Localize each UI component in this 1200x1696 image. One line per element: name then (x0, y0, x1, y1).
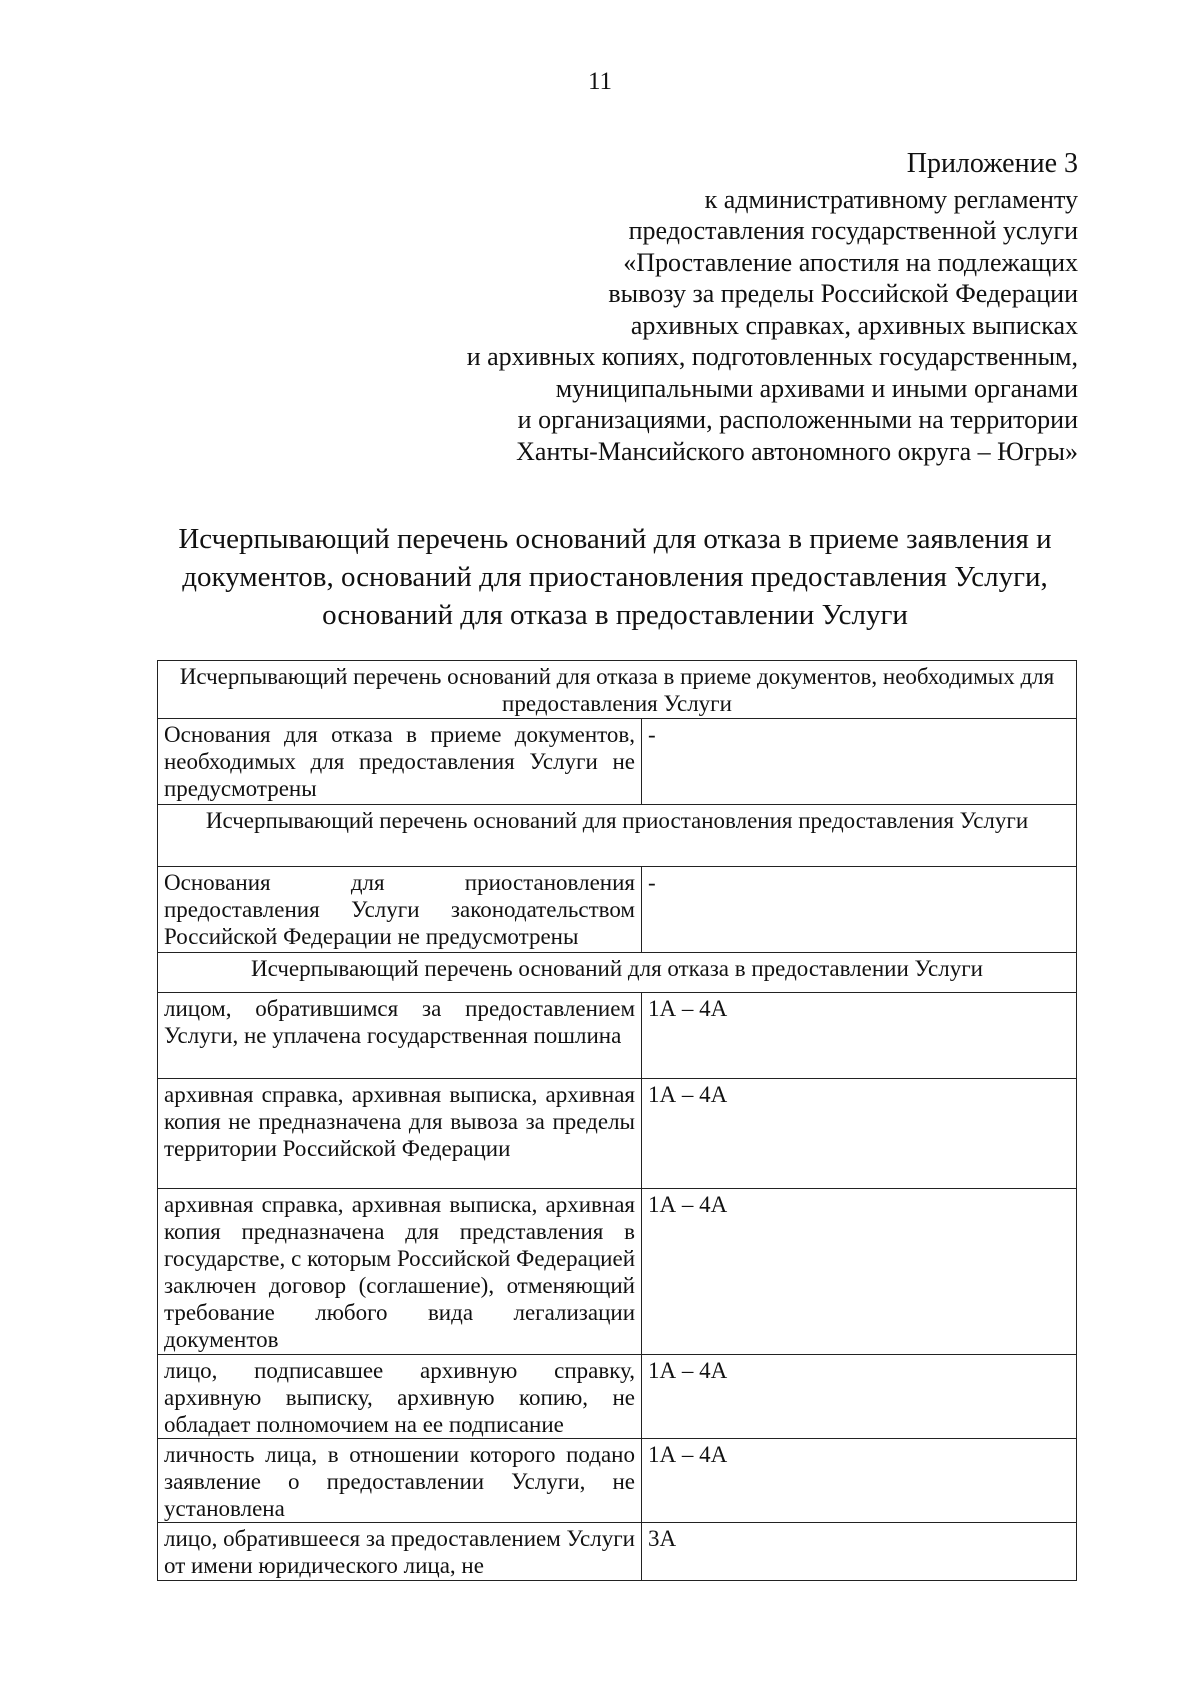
table-row (158, 993, 1077, 1079)
appendix-line: «Проставление апостиля на подлежащих (623, 247, 1078, 277)
code-cell: 1А – 4А (642, 1079, 1077, 1189)
appendix-header (358, 148, 1078, 467)
appendix-line: предоставления государственной услуги (628, 216, 1078, 245)
ground-cell: архивная справка, архивная выписка, архивная копия не предназначена для вывоза за пределы территории Российской Федерации (158, 1079, 642, 1189)
appendix-line: и архивных копиях, подготовленных государственным, (466, 342, 1078, 371)
section-heading-row (158, 953, 1077, 993)
appendix-line: Приложение 3 (906, 148, 1078, 179)
table-row (158, 867, 1077, 953)
table-row (158, 719, 1077, 805)
code-cell: 1А – 4А (642, 1189, 1077, 1355)
code-cell: 1А – 4А (642, 1355, 1077, 1439)
table-row (158, 1189, 1077, 1355)
table-row (158, 1523, 1077, 1581)
table-row (158, 1079, 1077, 1189)
page-number: 11 (587, 68, 613, 95)
table-row (158, 1355, 1077, 1439)
code-cell: 1А – 4А (642, 1439, 1077, 1523)
title-line: Исчерпывающий перечень оснований для отказа в приеме заявления и (178, 523, 1052, 555)
appendix-line: Ханты-Мансийского автономного округа – Югры» (516, 436, 1078, 466)
section-heading-refusal-acceptance: Исчерпывающий перечень оснований для отказа в приеме документов, необходимых для предоставления Услуги (158, 661, 1077, 719)
code-cell: 1А – 4А (642, 993, 1077, 1079)
appendix-line: архивных справках, архивных выписках (630, 310, 1078, 340)
appendix-line: муниципальными архивами и иными органами (555, 373, 1078, 403)
ground-cell: лицо, подписавшее архивную справку, архивную выписку, архивную копию, не обладает полномочием на ее подписание (158, 1355, 642, 1439)
value-cell: - (642, 867, 1077, 953)
ground-cell: личность лица, в отношении которого подано заявление о предоставлении Услуги, не установлена (158, 1439, 642, 1523)
code-cell: 3А (642, 1523, 1077, 1581)
table-row (158, 1439, 1077, 1523)
appendix-line: вывозу за пределы Российской Федерации (608, 279, 1078, 308)
ground-cell: Основания для отказа в приеме документов, необходимых для предоставления Услуги не предусмотрены (158, 719, 642, 805)
title-line: оснований для отказа в предоставлении Услуги (322, 599, 908, 631)
value-cell: - (642, 719, 1077, 805)
title-line: документов, оснований для приостановления предоставления Услуги, (182, 561, 1048, 593)
section-heading-row (158, 661, 1077, 719)
section-heading-suspension: Исчерпывающий перечень оснований для приостановления предоставления Услуги (158, 805, 1077, 867)
section-heading-refusal-service: Исчерпывающий перечень оснований для отказа в предоставлении Услуги (158, 953, 1077, 993)
document-title (120, 520, 1110, 634)
section-heading-row (158, 805, 1077, 867)
appendix-line: и организациями, расположенными на территории (517, 405, 1078, 434)
grounds-table (157, 660, 1077, 1581)
ground-cell: Основания для приостановления предоставления Услуги законодательством Российской Федерации не предусмотрены (158, 867, 642, 953)
ground-cell: архивная справка, архивная выписка, архивная копия предназначена для представления в государстве, с которым Российской Федерацией заключен договор (соглашение), отменяющий требование любого вида легализации документов (158, 1189, 642, 1355)
ground-cell: лицом, обратившимся за предоставлением Услуги, не уплачена государственная пошлина (158, 993, 642, 1079)
ground-cell: лицо, обратившееся за предоставлением Услуги от имени юридического лица, не (158, 1523, 642, 1581)
appendix-line: к административному регламенту (704, 184, 1078, 214)
